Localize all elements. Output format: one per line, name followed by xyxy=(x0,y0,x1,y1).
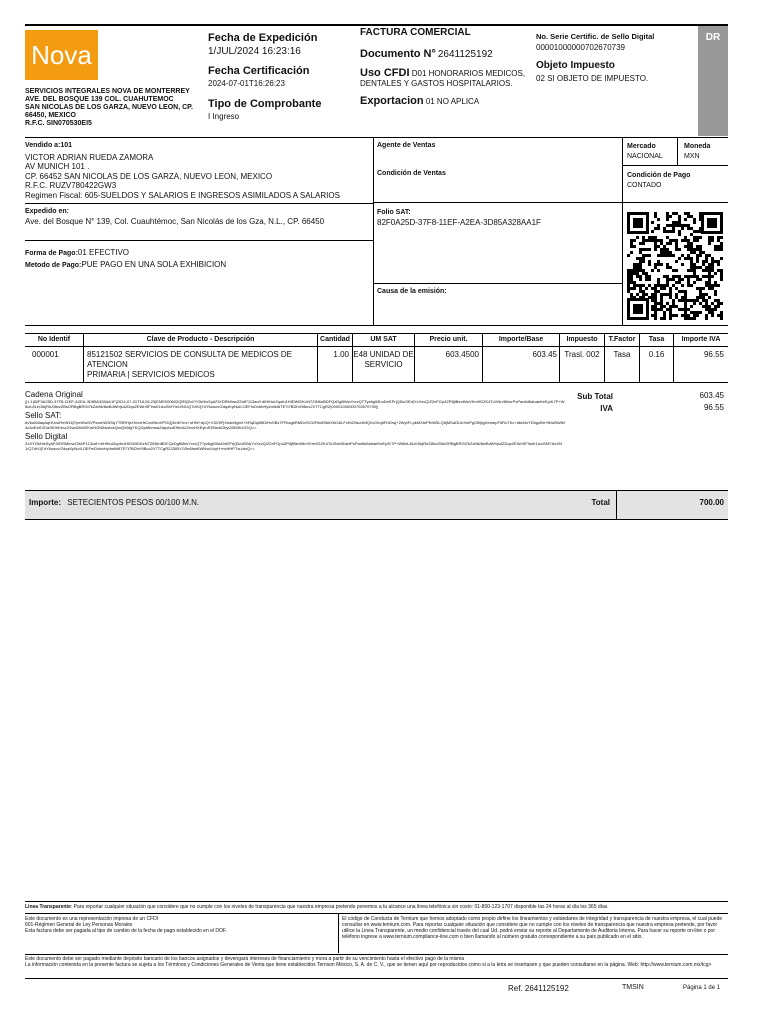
total-label: Total xyxy=(591,498,610,507)
divider-left-2 xyxy=(25,240,373,241)
mercado-value: NACIONAL xyxy=(627,153,663,160)
objeto-value: 02 SI OBJETO DE IMPUESTO. xyxy=(536,74,649,83)
customer-name: VICTOR ADRIAN RUEDA ZAMORA xyxy=(25,152,154,162)
issuer-block xyxy=(25,88,205,128)
customer-regimen: Regimen Fiscal: 605-SUELDOS Y SALARIOS E INGRESOS ASIMILADOS A SALARIOS xyxy=(25,190,340,200)
col-header-precio: Precio unit. xyxy=(429,336,468,343)
col-header-impuesto: Impuesto xyxy=(566,336,598,343)
customer-addr2: CP. 66452 SAN NICOLAS DE LOS GARZA, NUEVO LEON, MEXICO xyxy=(25,171,273,181)
row-id: 000001 xyxy=(32,350,59,359)
ref-number: Ref. 2641125192 xyxy=(508,984,569,993)
folio-label: Folio SAT: xyxy=(377,209,411,216)
moneda-block xyxy=(684,142,710,162)
col-header-tasa: Tasa xyxy=(648,336,665,343)
seals-block xyxy=(25,390,565,451)
row-iva: 96.55 xyxy=(703,350,724,359)
row-importe: 603.45 xyxy=(532,350,557,359)
divider-right-2 xyxy=(622,202,728,203)
expedido-value: Ave. del Bosque N° 139, Col. Cuauhtémoc, San Nicolás de los Gza, N.L., CP. 66450 xyxy=(25,216,325,226)
factura-block xyxy=(360,27,530,107)
row-impuesto: Trasl. 002 xyxy=(564,350,600,359)
forma-label: Forma de Pago: xyxy=(25,250,78,257)
cadena-value: ||1.1|82F0A25D-37F8-11EF-A2EA-3D85A328AA1F|2024-07-01T16:26:23|EME000602QR9|ZxXYOkHixSyAFIXDRMlnwZ2tAP113zuf+dIHiHuIZqofu1HIDWIDKzN7ZIN6nBDFQzDgBWwYcrxQTTyz6gIt3huDeEPr|Q5/uSEd|YzXxvQ/Z2nFGp4ZP6jfBevlMnVKm9GZK4TuXNn/8htzrPsPan6d6ahaeKeEp/K7P+W6lzL81eGlbjReZl8xvZBsORBgBRGt7kZzMk/8wBdWh|s4ZDqsZEWnSFlnsK1lzuSMYIeU/N1/Q7dHJj7dY6osov/ZdqzKpNoILOEFmDxbbHy4mIkl8TE7t7BDhV9Bov2V7TCgRZ|00001000000702670739|| xyxy=(25,399,565,409)
serie-block xyxy=(536,32,696,83)
divider-mercado-moneda xyxy=(677,137,678,165)
subtotal-value: 603.45 xyxy=(699,391,724,400)
col-header-um: UM SAT xyxy=(370,336,397,343)
mercado-block xyxy=(627,142,663,162)
vendido-label: Vendido a:101 xyxy=(25,142,73,149)
metodo-value: PUE PAGO EN UNA SOLA EXHIBICION xyxy=(81,260,227,269)
row-description xyxy=(87,350,315,380)
footer-border-1 xyxy=(25,901,728,902)
row-precio: 603.4500 xyxy=(445,350,479,359)
mercado-label: Mercado xyxy=(627,143,656,150)
logo-text: Nova xyxy=(31,40,92,70)
divider-left-1 xyxy=(25,203,373,204)
issuer-address3: 66450, MEXICO xyxy=(25,112,76,119)
cadena-label: Cadena Original xyxy=(25,390,83,399)
row-um-line1: E48 UNIDAD DE xyxy=(353,350,414,359)
sello-sat-value: aVkuB4iaqAqHUxuRmN1bjTpetXwSVPxxshW3iSqYTBRHpXlVxvHtCxvt9knVPOQj3eIkTmx+uHW+dpQ+X3/OlFjXkdnNgb0+XRqDq6BDIHxSBs7FFkagkRMDvSOlJFtlc8SbkXhD4lLFvKtZNez4MQXc0Xq6FfJl0wj+2Wp/FLpkMXtnPKiW5LQ6jMSaOLlbXniPgO8tjIgXembpF6RoTKc+dbrMoYDhgxBIr+B/wBWiM4cAxEaSXDaSE/bDrnzJGwdZkWZKmNGNlNzAxkQmQWdgTKQGpMbnmaZatyAzdOfhdU/2rvzHXEyfuRZNwbGbyODlWh3JGQ== xyxy=(25,420,565,430)
footer-bottom-line2: La información contenida en la presente factura se sujeta a los Términos y Condiciones Generales de Venta que tiene establecidos Ternium México, S. A. de C. V., que se tienen aquí por reproducidos como si a la letra se insertasen y que pueden consultarse en la página. Web: http://www.ternium.com.mx/tcg> xyxy=(25,962,712,968)
customer-addr1: AV MUNICH 101 . xyxy=(25,162,90,171)
documento-number: 2641125192 xyxy=(437,49,493,60)
tipo-value: I Ingreso xyxy=(208,112,240,121)
footer-divider xyxy=(338,913,339,953)
table-border-bottom xyxy=(25,382,728,383)
cond-pago-label: Condición de Pago xyxy=(627,172,691,179)
folio-block xyxy=(377,208,541,228)
folio-value: 82F0A25D-37F8-11EF-A2EA-3D85A328AA1F xyxy=(377,218,541,227)
top-border xyxy=(25,24,728,26)
row-um-line2: SERVICIO xyxy=(364,360,403,369)
footer-left-line3: Esta factura debe ser pagada al tipo de cambio de la fecha de pago establecido en el DOF. xyxy=(25,928,227,934)
factura-label: FACTURA COMERCIAL xyxy=(360,27,471,38)
col-header-cantidad: Cantidad xyxy=(320,336,350,343)
dr-label: DR xyxy=(705,32,721,43)
linea-transparente xyxy=(25,904,728,910)
footer-bottom xyxy=(25,956,728,968)
tmsin-code: TMSIN xyxy=(622,984,644,991)
linea-label: Linea Transparente xyxy=(25,904,71,910)
row-cantidad: 1.00 xyxy=(333,350,349,359)
iva-value: 96.55 xyxy=(703,403,724,412)
total-value: 700.00 xyxy=(699,498,724,507)
row-tfactor: Tasa xyxy=(613,350,631,359)
footer-border-4 xyxy=(25,978,728,979)
dr-badge xyxy=(698,26,728,136)
cond-pago-value: CONTADO xyxy=(627,182,662,189)
qr-code-icon xyxy=(625,210,725,322)
fecha-expedicion: 1/JUL/2024 16:23:16 xyxy=(208,46,301,57)
row-tasa: 0.16 xyxy=(648,350,665,359)
table-header-bottom xyxy=(25,346,728,347)
condicion-label: Condición de Ventas xyxy=(377,170,446,177)
causa-label: Causa de la emisión: xyxy=(377,288,447,295)
issuer-address2: SAN NICOLAS DE LOS GARZA, NUEVO LEON, CP. xyxy=(25,104,193,111)
documento-label: Documento N° xyxy=(360,48,436,60)
footer-left-line1: Este documento es una representación impresa de un CFDI xyxy=(25,916,159,922)
pago-block xyxy=(25,247,370,271)
uso-cfdi-label: Uso CFDI xyxy=(360,67,410,79)
table-border-top xyxy=(25,333,728,334)
exportacion-value: 01 NO APLICA xyxy=(425,97,480,106)
serie-label: No. Serie Certific. de Sello Digital xyxy=(536,32,655,41)
footer-border-2 xyxy=(25,913,728,914)
tipo-label: Tipo de Comprobante xyxy=(208,98,322,110)
page-number: Página 1 de 1 xyxy=(683,985,721,991)
moneda-value: MXN xyxy=(684,153,700,160)
issuer-address1: AVE. DEL BOSQUE 139 COL. CUAHUTEMOC xyxy=(25,96,174,103)
expedido-label: Expedido en: xyxy=(25,208,69,215)
agente-label: Agente de Ventas xyxy=(377,142,436,149)
footer-right: El código de Conducta de Ternium que hemos adoptado como propio define los lineamientos y estándares de integridad y transparencia de nuestra empresa, el cual puede consultar en www.ternium.com. Para reportar cualquier situación que considere que no cumple con los niveles de transparencia que nuestra empresa pretende, por favor utilice la Linea Transparente, un medio confidencial través del cual Ud. podrá enviar su reporte al Departamento de Auditoria Interna. Para hacer su reporte on-line o por teléfono ingrese a www.ternium.compliance-line.com o bien llamando al número gratuito correspondiente a su país publicado en el sitio. xyxy=(342,916,723,940)
footer-left xyxy=(25,916,333,934)
divider-left-middle xyxy=(373,137,374,325)
col-header-id: No Identif xyxy=(37,336,71,343)
issuer-rfc: R.F.C. SIN070530EI5 xyxy=(25,120,92,127)
metodo-label: Metodo de Pago: xyxy=(25,262,82,269)
customer-block xyxy=(25,141,370,200)
serie-value: 00001000000702670739 xyxy=(536,43,625,52)
issuer-name: SERVICIOS INTEGRALES NOVA DE MONTERREY xyxy=(25,88,190,95)
footer-border-3 xyxy=(25,954,728,955)
footer-bottom-line1: Este documento debe ser pagado mediante depósito bancario de los bancos asignados y devengará intereses de financiamiento y mora a partir de su vencimiento hasta el efectivo pago de la misma xyxy=(25,956,465,962)
subtotal-values xyxy=(640,390,724,414)
section-border-bottom xyxy=(25,325,728,326)
expedido-block xyxy=(25,207,370,226)
col-header-importe: Importe/Base xyxy=(498,336,544,343)
divider-middle-2 xyxy=(373,283,622,284)
importe-text-block xyxy=(29,498,199,507)
importe-text: SETECIENTOS PESOS 00/100 M.N. xyxy=(67,498,200,507)
nova-logo xyxy=(25,30,98,80)
row-um xyxy=(353,350,414,370)
uso-cfdi-value: D01 HONORARIOS MEDICOS, DENTALES Y GASTOS HOSPITALARIOS. xyxy=(360,69,526,88)
sello-digital-label: Sello Digital xyxy=(25,432,68,441)
objeto-label: Objeto Impuesto xyxy=(536,60,615,71)
fecha-cert-label: Fecha Certificación xyxy=(208,65,310,77)
linea-text: : Para reportar cualquier situación que considere que no cumple con los niveles de transparencia que nuestra empresa pretende ponemos a tu alcance una línea telefónica sin costo: 01-800-123-1707 disponible las 24 horas al día los 365 días. xyxy=(70,904,609,910)
cond-pago-block xyxy=(627,171,690,191)
customer-rfc: R.F.C. RUZV780422GW3 xyxy=(25,181,117,190)
subtotal-labels xyxy=(560,391,613,415)
row-desc-line1: 85121502 SERVICIOS DE CONSULTA DE MEDICOS DE ATENCION xyxy=(87,350,292,369)
divider-middle-1 xyxy=(373,202,622,203)
divider-right-1 xyxy=(622,165,728,166)
iva-label: IVA xyxy=(600,404,613,413)
forma-value: 01 EFECTIVO xyxy=(77,248,130,257)
col-header-desc: Clave de Producto - Descripción xyxy=(146,336,255,343)
dates-block xyxy=(208,32,353,121)
total-bar-divider xyxy=(616,490,617,520)
fecha-expedicion-label: Fecha de Expedición xyxy=(208,32,318,44)
sello-sat-label: Sello SAT: xyxy=(25,411,62,420)
sello-digital-value: ZxXYOkHixSyAFIXDRMlnwZ2tAP113zuf+dIHiHuIZqofu1HIDWIDKzN7ZIN6nBDFQzDgBWwYcrxQTTyz6gIt3huDeEPr|Q5/uSEd|YzXxvQ/Z2nFGp4ZP6jfBevlMnVKm9GZK4TuXNn/8htzrPsPan6d6ahaeKeEp/K7P+W6lzL81eGlbjReZl8xvZBsORBgBRGt7kZzMk/8wBdWh|s4ZDqsZEWnSFlnsK1lzuSMYIeU/N1/Q7dHJj7dY6osov/ZdqzKpNoILOEFmDxbbHy4mIkl8TE7t7BDhV9Bov2V7TCgRZ/Z6BY/15n6hwKWNvcUcyH+nvHHPTvu/dxQ== xyxy=(25,441,562,451)
footer-left-line2: 601-Régimen General de Ley Personas Morales xyxy=(25,922,133,928)
col-header-iva: Importe IVA xyxy=(681,336,721,343)
subtotal-label: Sub Total xyxy=(577,392,613,401)
fecha-cert: 2024-07-01T16:26:23 xyxy=(208,79,285,88)
moneda-label: Moneda xyxy=(684,143,711,150)
exportacion-label: Exportacion xyxy=(360,95,424,107)
row-desc-line2: PRIMARIA | SERVICIOS MEDICOS xyxy=(87,370,215,379)
importe-label: Importe: xyxy=(29,498,61,507)
col-header-tfactor: T.Factor xyxy=(608,336,636,343)
